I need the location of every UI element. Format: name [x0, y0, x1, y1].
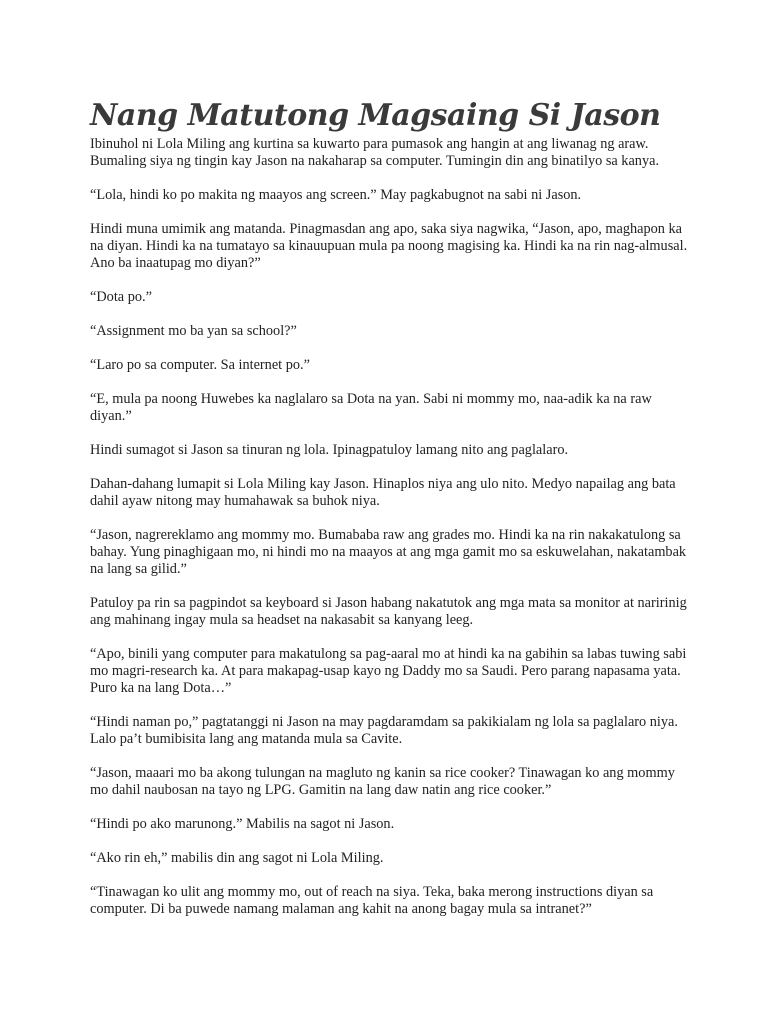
document-body [90, 136, 690, 918]
paragraph: Patuloy pa rin sa pagpindot sa keyboard si Jason habang nakatutok ang mga mata sa monitor at naririnig ang mahinang ingay mula sa headset na nakasabit sa kanyang leeg. [90, 595, 687, 628]
document-page [90, 96, 690, 935]
paragraph: “Laro po sa computer. Sa internet po.” [90, 357, 310, 373]
paragraph: “E, mula pa noong Huwebes ka naglalaro sa Dota na yan. Sabi ni mommy mo, naa-adik ka na raw diyan.” [90, 391, 652, 424]
paragraph: Hindi muna umimik ang matanda. Pinagmasdan ang apo, saka siya nagwika, “Jason, apo, maghapon ka na diyan. Hindi ka na tumatayo sa kinauupuan mula pa noong magising ka. Hindi ka na rin nag-almusal. Ano ba inaatupag mo diyan?” [90, 221, 688, 271]
paragraph: “Hindi naman po,” pagtatanggi ni Jason na may pagdaramdam sa pakikialam ng lola sa paglalaro niya. Lalo pa’t bumibisita lang ang matanda mula sa Cavite. [90, 714, 678, 747]
paragraph: “Dota po.” [90, 289, 152, 305]
paragraph: Ibinuhol ni Lola Miling ang kurtina sa kuwarto para pumasok ang hangin at ang liwanag ng araw. Bumaling siya ng tingin kay Jason na nakaharap sa computer. Tumingin din ang binatilyo sa kanya. [90, 136, 660, 169]
paragraph: “Apo, binili yang computer para makatulong sa pag-aaral mo at hindi ka na gabihin sa labas tuwing sabi mo magri-research ka. At para makapag-usap kayo ng Daddy mo sa Saudi. Pero parang napasama yata. Puro ka na lang Dota…” [90, 646, 687, 696]
paragraph: Dahan-dahang lumapit si Lola Miling kay Jason. Hinaplos niya ang ulo nito. Medyo napailag ang bata dahil ayaw nitong may humahawak sa buhok niya. [90, 476, 676, 509]
paragraph: Hindi sumagot si Jason sa tinuran ng lola. Ipinagpatuloy lamang nito ang paglalaro. [90, 442, 569, 458]
paragraph: “Jason, maaari mo ba akong tulungan na magluto ng kanin sa rice cooker? Tinawagan ko ang mommy mo dahil naubosan na tayo ng LPG. Gamitin na lang daw natin ang rice cooker.” [90, 765, 675, 798]
paragraph: “Tinawagan ko ulit ang mommy mo, out of reach na siya. Teka, baka merong instructions diyan sa computer. Di ba puwede namang malaman ang kahit na anong bagay mula sa intranet?” [90, 884, 654, 917]
paragraph: “Lola, hindi ko po makita ng maayos ang screen.” May pagkabugnot na sabi ni Jason. [90, 187, 582, 203]
document-title: Nang Matutong Magsaing Si Jason [90, 98, 661, 133]
paragraph: “Jason, nagrereklamo ang mommy mo. Bumababa raw ang grades mo. Hindi ka na rin nakakatulong sa bahay. Yung pinaghigaan mo, ni hindi mo na maayos at ang mga gamit mo sa eskuwelahan, nakatambak na lang sa gilid.” [90, 527, 687, 577]
paragraph: “Assignment mo ba yan sa school?” [90, 323, 297, 339]
paragraph: “Hindi po ako marunong.” Mabilis na sagot ni Jason. [90, 816, 395, 832]
paragraph: “Ako rin eh,” mabilis din ang sagot ni Lola Miling. [90, 850, 384, 866]
